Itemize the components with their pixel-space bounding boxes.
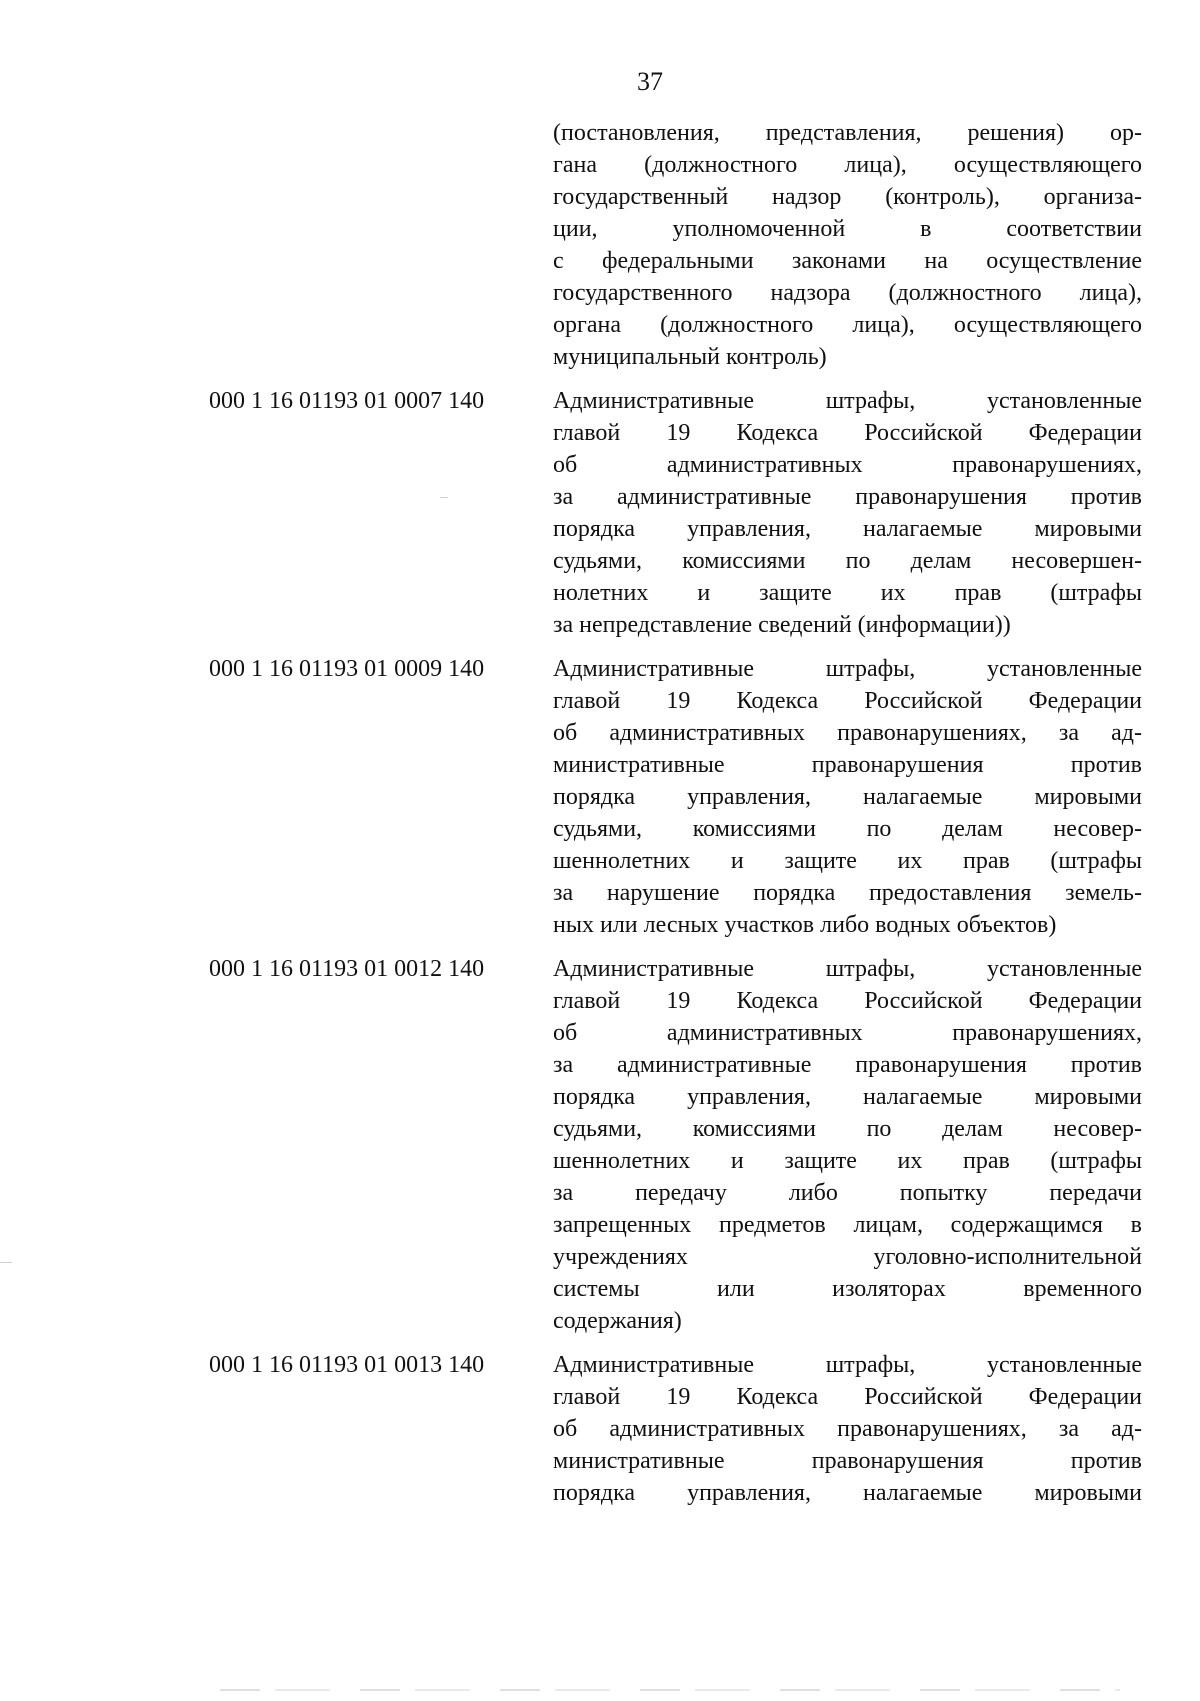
- text-line: (постановления, представления, решения) ор-: [553, 120, 1142, 146]
- budget-code: 000 1 16 01193 01 0012 140: [209, 956, 485, 982]
- table-row: [209, 953, 1142, 1337]
- row-gap: [209, 1337, 1142, 1349]
- text-line: порядка управления, налагаемые мировыми: [553, 1480, 1142, 1506]
- text-line: порядка управления, налагаемые мировыми: [553, 1084, 1142, 1110]
- row-gap: [209, 641, 1142, 653]
- row-gap: [209, 941, 1142, 953]
- table-row: [209, 1349, 1142, 1509]
- text-line: главой 19 Кодекса Российской Федерации: [553, 688, 1142, 714]
- row-gap: [209, 373, 1142, 385]
- code-description: [553, 653, 1142, 941]
- text-line: ции, уполномоченной в соответствии: [553, 216, 1142, 242]
- text-line: органа (должностного лица), осуществляющего: [553, 312, 1142, 338]
- code-description: [553, 1349, 1142, 1509]
- budget-code: 000 1 16 01193 01 0009 140: [209, 656, 485, 682]
- text-line: учреждениях уголовно-исполнительной: [553, 1244, 1142, 1270]
- text-line: главой 19 Кодекса Российской Федерации: [553, 420, 1142, 446]
- text-line: гана (должностного лица), осуществляющего: [553, 152, 1142, 178]
- text-line: за непредставление сведений (информации)): [553, 612, 1011, 638]
- text-line: за передачу либо попытку передачи: [553, 1180, 1142, 1206]
- text-line: об административных правонарушениях,: [553, 1020, 1142, 1046]
- budget-code: 000 1 16 01193 01 0007 140: [209, 388, 485, 414]
- text-line: порядка управления, налагаемые мировыми: [553, 784, 1142, 810]
- text-line: с федеральными законами на осуществление: [553, 248, 1142, 274]
- text-line: Административные штрафы, установленные: [553, 1352, 1142, 1378]
- text-line: системы или изоляторах временного: [553, 1276, 1142, 1302]
- budget-code: 000 1 16 01193 01 0013 140: [209, 1352, 485, 1378]
- text-line: Административные штрафы, установленные: [553, 956, 1142, 982]
- text-line: содержания): [553, 1308, 682, 1334]
- text-line: главой 19 Кодекса Российской Федерации: [553, 988, 1142, 1014]
- text-line: Административные штрафы, установленные: [553, 388, 1142, 414]
- text-line: шеннолетних и защите их прав (штрафы: [553, 1148, 1142, 1174]
- continuation-text: [553, 117, 1142, 373]
- text-line: министративные правонарушения против: [553, 752, 1142, 778]
- text-line: судьями, комиссиями по делам несовершен-: [553, 548, 1142, 574]
- text-line: об административных правонарушениях, за ад-: [553, 720, 1142, 746]
- text-line: Административные штрафы, установленные: [553, 656, 1142, 682]
- scan-artifact: [440, 497, 448, 498]
- text-line: за административные правонарушения против: [553, 1052, 1142, 1078]
- text-line: государственного надзора (должностного лица),: [553, 280, 1142, 306]
- text-line: об административных правонарушениях,: [553, 452, 1142, 478]
- text-line: запрещенных предметов лицам, содержащимся в: [553, 1212, 1142, 1238]
- text-line: муниципальный контроль): [553, 344, 827, 370]
- code-description: [553, 385, 1142, 641]
- text-line: об административных правонарушениях, за ад-: [553, 1416, 1142, 1442]
- table-row: [209, 385, 1142, 641]
- text-line: государственный надзор (контроль), организа-: [553, 184, 1142, 210]
- continuation-row: [209, 117, 1142, 373]
- text-line: нолетних и защите их прав (штрафы: [553, 580, 1142, 606]
- text-line: ных или лесных участков либо водных объектов): [553, 912, 1057, 938]
- text-line: за нарушение порядка предоставления земель-: [553, 880, 1142, 906]
- scan-artifact: [0, 1262, 12, 1263]
- text-line: главой 19 Кодекса Российской Федерации: [553, 1384, 1142, 1410]
- text-line: министративные правонарушения против: [553, 1448, 1142, 1474]
- text-line: судьями, комиссиями по делам несовер-: [553, 816, 1142, 842]
- text-line: судьями, комиссиями по делам несовер-: [553, 1116, 1142, 1142]
- page-number: 37: [637, 67, 663, 96]
- text-line: шеннолетних и защите их прав (штрафы: [553, 848, 1142, 874]
- table-row: [209, 653, 1142, 941]
- scan-edge-artifact: [220, 1689, 1120, 1691]
- code-description: [553, 953, 1142, 1337]
- text-line: порядка управления, налагаемые мировыми: [553, 516, 1142, 542]
- code-table: [209, 117, 1142, 1509]
- text-line: за административные правонарушения против: [553, 484, 1142, 510]
